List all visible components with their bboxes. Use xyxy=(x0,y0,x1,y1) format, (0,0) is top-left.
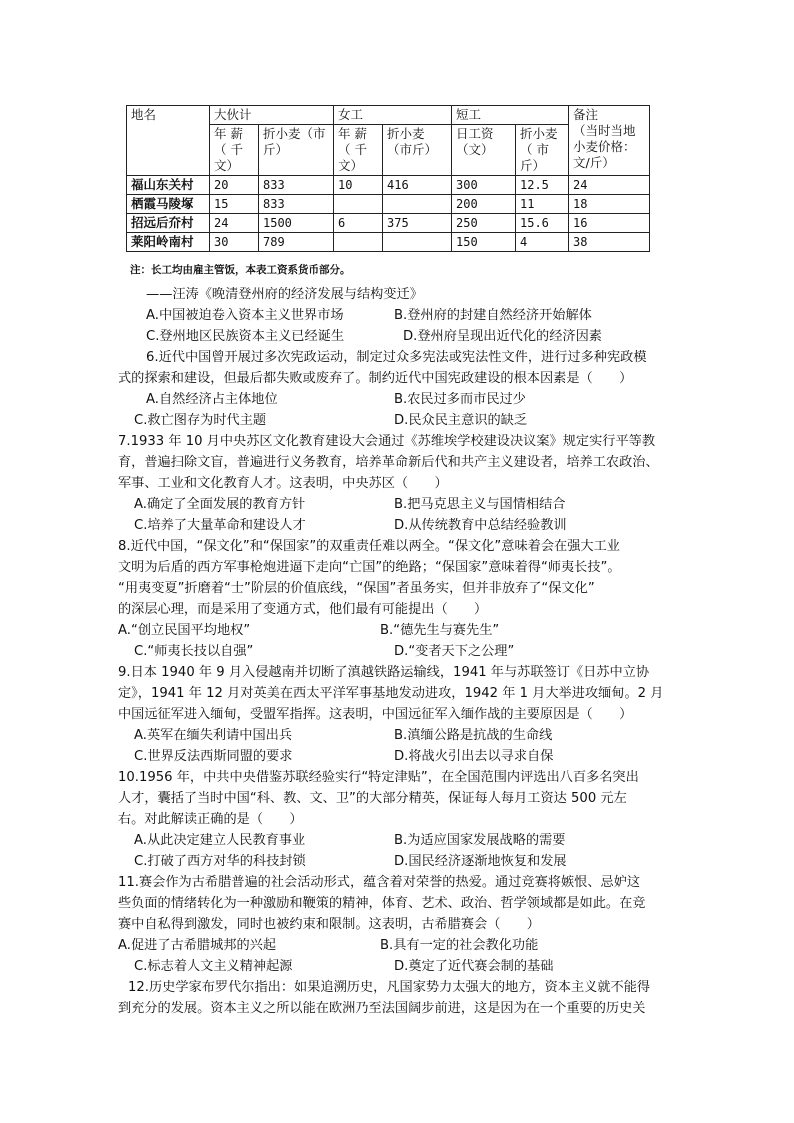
sub-header-salary-2: 年 薪（ 千文） xyxy=(334,125,383,176)
table-footnote: 注：长工均由雇主管饭，本表工资系货币部分。 xyxy=(130,264,351,276)
option-d: D.从传统教育中总结经验教训 xyxy=(394,518,567,533)
cell: 11 xyxy=(516,195,569,214)
header-group-short: 短工 xyxy=(452,106,569,125)
question-text: 些负面的情绪转化为一种激励和鞭策的精神，体育、艺术、政治、哲学领域都是如此。在竞 xyxy=(118,896,646,911)
option-a: A.从此决定建立人民教育事业 xyxy=(134,833,306,848)
question-text: 赛中自私得到激发，同时也被约束和限制。这表明，古希腊赛会（ ） xyxy=(118,917,540,932)
cell: 1500 xyxy=(259,214,334,233)
question-text: 9.日本 1940 年 9 月入侵越南并切断了滇越铁路运输线，1941 年与苏联签订《日苏中立协 xyxy=(118,665,650,680)
sub-header-salary-1: 年 薪（ 千文） xyxy=(210,125,259,176)
question-text: 6.近代中国曾开展过多次宪政运动，制定过众多宪法或宪法性文件，进行过多种宪政模 xyxy=(146,350,647,365)
question-text: 8.近代中国，“保文化”和“保国家”的双重责任难以两全。“保文化”意味着会在强大工业 xyxy=(118,539,620,554)
cell: 375 xyxy=(383,214,452,233)
question-text: “用夷变夏”折磨着“士”阶层的价值底线，“保国”者虽务实，但并非放弃了“保文化” xyxy=(118,581,595,596)
option-d: D.民众民主意识的缺乏 xyxy=(394,413,528,428)
cell: 833 xyxy=(259,176,334,195)
option-c: C.打破了西方对华的科技封锁 xyxy=(134,854,306,869)
option-a: A.中国被迫卷入资本主义世界市场 xyxy=(146,308,344,323)
cell xyxy=(334,195,383,214)
option-a: A.促进了古希腊城邦的兴起 xyxy=(118,938,277,953)
table-row xyxy=(127,233,650,252)
question-text: 定》，1941 年 12 月对英美在西太平洋军事基地发动进攻，1942 年 1 月大举进攻缅甸。2 月 xyxy=(118,686,664,701)
option-a: A.自然经济占主体地位 xyxy=(146,392,278,407)
header-place: 地名 xyxy=(127,106,210,176)
option-a: A.英军在缅失利请中国出兵 xyxy=(134,728,293,743)
header-note-text: （当时当地小麦价格：文/斤） xyxy=(573,123,636,170)
cell: 10 xyxy=(334,176,383,195)
question-text: 的深层心理，而是采用了变通方式，他们最有可能提出（ ） xyxy=(118,602,488,617)
option-a: A.“创立民国平均地权” xyxy=(118,623,251,638)
header-note xyxy=(569,106,650,176)
cell: 20 xyxy=(210,176,259,195)
question-text: 右。对此解读正确的是（ ） xyxy=(118,812,303,827)
cell xyxy=(383,233,452,252)
option-d: D.“变者天下之公理” xyxy=(394,644,515,659)
option-c: C.培养了大量革命和建设人才 xyxy=(134,518,306,533)
question-text: 10.1956 年，中共中央借鉴苏联经验实行“特定津贴”，在全国范围内评选出八百多名突出 xyxy=(118,770,639,785)
question-text: 军事、工业和文化教育人才。这表明，中央苏区（ ） xyxy=(118,476,448,491)
option-d: D.将战火引出去以寻求自保 xyxy=(394,749,554,764)
table-row xyxy=(127,176,650,195)
cell xyxy=(383,195,452,214)
cell-place: 福山东关村 xyxy=(127,176,210,195)
cell: 200 xyxy=(452,195,516,214)
option-c: C.世界反法西斯同盟的要求 xyxy=(134,749,293,764)
cell: 833 xyxy=(259,195,334,214)
header-note-title: 备注 xyxy=(573,107,599,122)
question-text: 12.历史学家布罗代尔指出：如果追溯历史，凡国家势力太强大的地方，资本主义就不能得 xyxy=(128,980,651,995)
question-text: 式的探索和建设，但最后都失败或废弃了。制约近代中国宪政建设的根本因素是（ ） xyxy=(118,371,633,386)
cell: 30 xyxy=(210,233,259,252)
cell: 38 xyxy=(569,233,650,252)
cell: 15.6 xyxy=(516,214,569,233)
question-text: 文明为后盾的西方军事枪炮进逼下走向“亡国”的绝路；“保国家”意味着得“师夷长技”。 xyxy=(118,560,621,575)
table-row xyxy=(127,195,650,214)
wage-table xyxy=(126,105,650,252)
cell: 24 xyxy=(569,176,650,195)
option-b: B.“德先生与赛先生” xyxy=(380,623,500,638)
cell: 4 xyxy=(516,233,569,252)
sub-header-wheat-3: 折小麦（ 市斤） xyxy=(516,125,569,176)
cell-place: 莱阳岭南村 xyxy=(127,233,210,252)
option-d: D.奠定了近代赛会制的基础 xyxy=(394,959,554,974)
option-b: B.具有一定的社会教化功能 xyxy=(380,938,539,953)
header-group-female: 女工 xyxy=(334,106,452,125)
option-b: B.为适应国家发展战略的需要 xyxy=(394,833,566,848)
option-c: C.标志着人文主义精神起源 xyxy=(134,959,293,974)
cell: 16 xyxy=(569,214,650,233)
option-b: B.滇缅公路是抗战的生命线 xyxy=(394,728,553,743)
cell: 150 xyxy=(452,233,516,252)
cell: 416 xyxy=(383,176,452,195)
option-b: B.登州府的封建自然经济开始解体 xyxy=(394,308,592,323)
question-text: 11.赛会作为古希腊普遍的社会活动形式，蕴含着对荣誉的热爱。通过竞赛将嫉恨、忌妒这 xyxy=(118,875,641,890)
table-row xyxy=(127,214,650,233)
cell: 12.5 xyxy=(516,176,569,195)
option-b: B.农民过多而市民过少 xyxy=(394,392,526,407)
option-a: A.确定了全面发展的教育方针 xyxy=(134,497,306,512)
question-text: 到充分的发展。资本主义之所以能在欧洲乃至法国阔步前进，这是因为在一个重要的历史关 xyxy=(118,1001,646,1016)
cell: 6 xyxy=(334,214,383,233)
cell: 15 xyxy=(210,195,259,214)
cell: 18 xyxy=(569,195,650,214)
question-text: 7.1933 年 10 月中央苏区文化教育建设大会通过《苏维埃学校建设决议案》规定实行平等教 xyxy=(118,434,656,449)
sub-header-wheat-1: 折小麦（市斤） xyxy=(259,125,334,176)
question-text: 育，普遍扫除文盲，普遍进行义务教育，培养革命新后代和共产主义建设者，培养工农政治、 xyxy=(118,455,659,470)
option-d: D.登州府呈现出近代化的经济因素 xyxy=(403,329,602,344)
cell: 250 xyxy=(452,214,516,233)
cell: 789 xyxy=(259,233,334,252)
option-c: C.救亡图存为时代主题 xyxy=(134,413,267,428)
header-group-big-helper: 大伙计 xyxy=(210,106,334,125)
cell: 24 xyxy=(210,214,259,233)
cell: 300 xyxy=(452,176,516,195)
option-c: C.登州地区民族资本主义已经诞生 xyxy=(146,329,345,344)
sub-header-day-wage: 日工资（文） xyxy=(452,125,516,176)
cell xyxy=(334,233,383,252)
question-text: 中国远征军进入缅甸，受盟军指挥。这表明，中国远征军入缅作战的主要原因是（ ） xyxy=(118,707,633,722)
source-citation: ——汪涛《晚清登州府的经济发展与结构变迁》 xyxy=(146,287,423,302)
sub-header-wheat-2: 折小麦（市斤） xyxy=(383,125,452,176)
option-d: D.国民经济逐渐地恢复和发展 xyxy=(394,854,567,869)
option-c: C.“师夷长技以自强” xyxy=(134,644,254,659)
option-b: B.把马克思主义与国情相结合 xyxy=(394,497,566,512)
cell-place: 栖霞马陵塚 xyxy=(127,195,210,214)
question-text: 人才，囊括了当时中国“科、教、文、卫”的大部分精英，保证每人每月工资达 500 元左 xyxy=(118,791,627,806)
cell-place: 招远后夼村 xyxy=(127,214,210,233)
